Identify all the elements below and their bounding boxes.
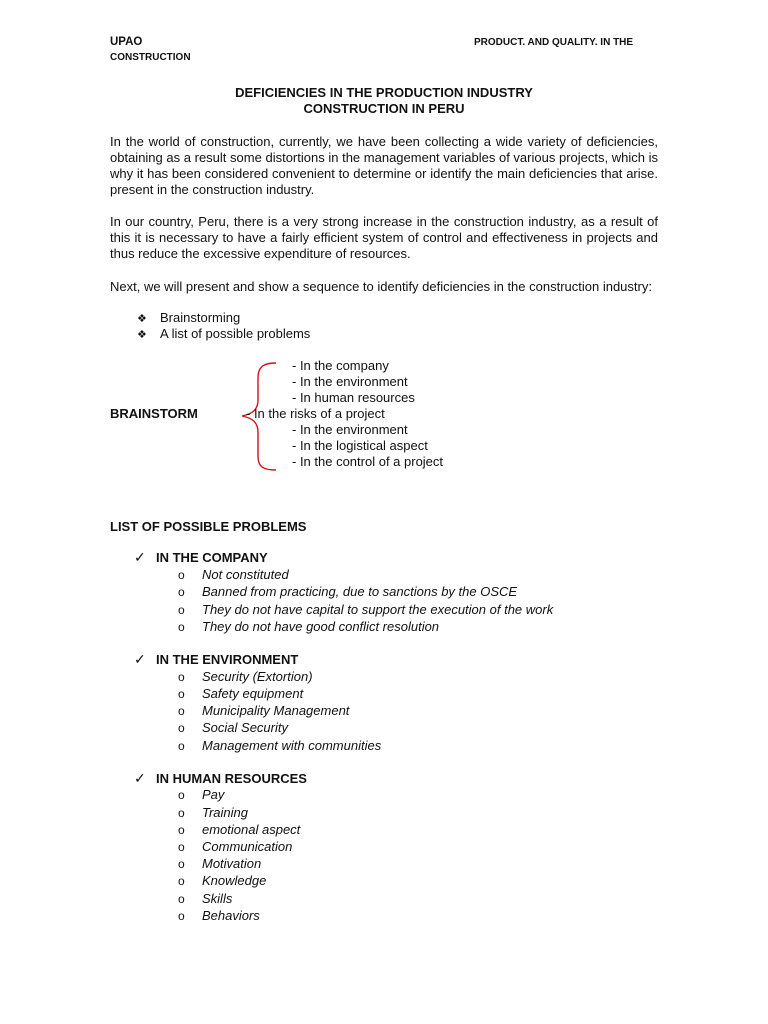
- section-title-human-resources: IN HUMAN RESOURCES: [156, 771, 307, 786]
- section-title-environment: IN THE ENVIRONMENT: [156, 652, 299, 667]
- brainstorm-item: - In the environment: [292, 422, 408, 437]
- circle-bullet-icon: o: [178, 585, 185, 599]
- checkmark-icon: ✓: [134, 770, 146, 786]
- circle-bullet-icon: o: [178, 687, 185, 701]
- list-item: Management with communities: [202, 738, 382, 753]
- circle-bullet-icon: o: [178, 739, 185, 753]
- circle-bullet-icon: o: [178, 670, 185, 684]
- checkmark-icon: ✓: [134, 651, 146, 667]
- list-item: Communication: [202, 839, 293, 854]
- list-heading: LIST OF POSSIBLE PROBLEMS: [110, 519, 307, 534]
- circle-bullet-icon: o: [178, 568, 185, 582]
- checkmark-icon: ✓: [134, 549, 146, 565]
- section-title-company: IN THE COMPANY: [156, 550, 268, 565]
- list-item: Banned from practicing, due to sanctions by the OSCE: [202, 584, 518, 599]
- list-item: Safety equipment: [202, 686, 304, 701]
- list-item: Social Security: [202, 720, 288, 735]
- bullet-item-brainstorming: Brainstorming: [160, 310, 241, 325]
- list-item: Pay: [202, 787, 225, 802]
- circle-bullet-icon: o: [178, 620, 185, 634]
- brainstorm-item: - In the logistical aspect: [292, 438, 428, 453]
- brainstorm-item: - In the risks of a project: [246, 406, 385, 421]
- brainstorm-item: - In the environment: [292, 374, 408, 389]
- list-item: Behaviors: [202, 908, 260, 923]
- circle-bullet-icon: o: [178, 788, 185, 802]
- list-item: They do not have good conflict resolution: [202, 619, 440, 634]
- circle-bullet-icon: o: [178, 857, 185, 871]
- document-title-line2: CONSTRUCTION IN PERU: [303, 101, 465, 116]
- list-item: Knowledge: [202, 873, 267, 888]
- diamond-bullet-icon: ❖: [137, 329, 147, 341]
- document-title-line1: DEFICIENCIES IN THE PRODUCTION INDUSTRY: [235, 85, 533, 100]
- brainstorm-item: - In human resources: [292, 390, 415, 405]
- diamond-bullet-icon: ❖: [137, 313, 147, 325]
- paragraph-peru: In our country, Peru, there is a very strong increase in the construction industry, as a result of this it is necessary to have a fairly efficient system of control and effectiveness in projects and thus reduce the excessive expenditure of resources.: [110, 214, 658, 261]
- list-item: Not constituted: [202, 567, 289, 582]
- brainstorm-label: BRAINSTORM: [110, 406, 198, 421]
- header-left-construction: CONSTRUCTION: [110, 52, 191, 63]
- brainstorm-item: - In the company: [292, 358, 389, 373]
- circle-bullet-icon: o: [178, 823, 185, 837]
- circle-bullet-icon: o: [178, 721, 185, 735]
- list-item: emotional aspect: [202, 822, 301, 837]
- list-item: Municipality Management: [202, 703, 350, 718]
- circle-bullet-icon: o: [178, 909, 185, 923]
- circle-bullet-icon: o: [178, 704, 185, 718]
- circle-bullet-icon: o: [178, 806, 185, 820]
- list-item: They do not have capital to support the execution of the work: [202, 602, 554, 617]
- list-item: Skills: [202, 891, 233, 906]
- header-left-upao: UPAO: [110, 36, 143, 48]
- brainstorm-item: - In the control of a project: [292, 454, 444, 469]
- circle-bullet-icon: o: [178, 603, 185, 617]
- bullet-item-problems-list: A list of possible problems: [160, 326, 311, 341]
- circle-bullet-icon: o: [178, 874, 185, 888]
- circle-bullet-icon: o: [178, 840, 185, 854]
- header-right: PRODUCT. AND QUALITY. IN THE: [474, 37, 634, 48]
- list-item: Motivation: [202, 856, 262, 871]
- paragraph-intro: In the world of construction, currently, we have been collecting a wide variety of deficiencies, obtaining as a result some distortions in the management variables of various projects, which is why it has been considered convenient to determine or identify the main deficiencies that arise. present in the construction industry.: [110, 134, 658, 197]
- list-item: Security (Extortion): [202, 669, 313, 684]
- list-item: Training: [202, 805, 249, 820]
- circle-bullet-icon: o: [178, 892, 185, 906]
- paragraph-next: Next, we will present and show a sequence to identify deficiencies in the construction industry:: [110, 279, 652, 294]
